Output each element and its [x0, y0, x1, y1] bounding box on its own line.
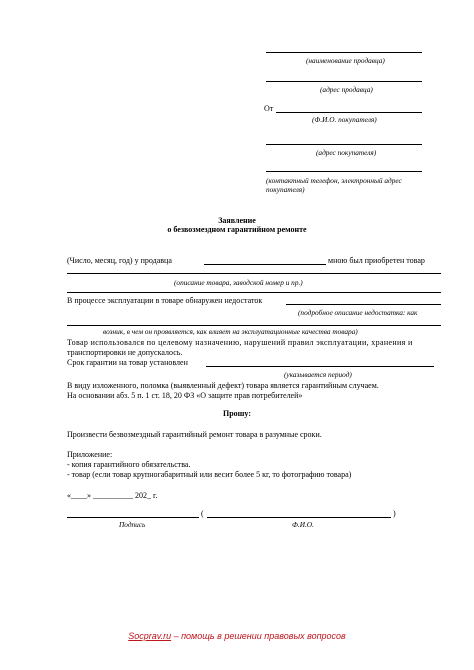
- buyer-address-line: [266, 144, 422, 145]
- buyer-name-caption: (Ф.И.О. покупателя): [312, 115, 377, 124]
- seller-address-caption: (адрес продавца): [320, 85, 373, 94]
- paren-close: ): [393, 509, 396, 518]
- warranty-caption: (указывается период): [284, 370, 352, 379]
- attachment-item-1: - копия гарантийного обязательства.: [67, 460, 191, 469]
- date-text: (Число, месяц, год) у продавца: [67, 256, 172, 265]
- contact-line: [266, 171, 422, 172]
- request-heading: Прошу:: [223, 409, 251, 418]
- defect-caption-2: возник, в чем он проявляется, как влияет на эксплуатационные качества товара): [103, 327, 358, 336]
- goods-line-2: [67, 292, 441, 293]
- goods-caption: (описание товара, заводской номер и пр.): [174, 278, 303, 287]
- basis-text: На основании абз. 5 п. 1 ст. 18, 20 ФЗ «О защите прав потребителей»: [67, 391, 303, 400]
- footer: [0, 631, 474, 641]
- warranty-text: Срок гарантии на товар установлен: [67, 358, 188, 367]
- seller-address-line: [266, 81, 422, 82]
- defect-caption: (подробное описание недостатка: как: [298, 308, 418, 317]
- usage-line-1: Товар использовался по целевому назначению, нарушений правил эксплуатации, хранения и: [67, 338, 413, 347]
- bought-text: мною был приобретен товар: [328, 256, 425, 265]
- attachment-item-2: - товар (если товар крупногабаритный или весит более 5 кг, то фотографию товара): [67, 470, 352, 479]
- seller-name-caption: (наименование продавца): [306, 56, 385, 65]
- conclusion-text: В виду изложенного, поломка (выявленный дефект) товара является гарантийным случаем.: [67, 381, 379, 390]
- date-line: «____» __________ 202_ г.: [67, 491, 158, 500]
- signature-line: [67, 517, 199, 518]
- name-line: [207, 517, 391, 518]
- warranty-line: [206, 366, 434, 367]
- attachments-heading: Приложение:: [67, 450, 113, 459]
- paren-open: (: [201, 509, 204, 518]
- contact-caption-line1: (контактный телефон, электронный адрес: [266, 176, 402, 185]
- goods-line: [67, 273, 441, 274]
- document-subtitle: о безвозмездном гарантийном ремонте: [167, 225, 307, 234]
- defect-text: В процессе эксплуатации в товаре обнаружен недостаток: [67, 296, 263, 305]
- seller-name-line: [266, 52, 422, 53]
- from-label: От: [264, 104, 274, 113]
- name-caption: Ф.И.О.: [292, 520, 314, 529]
- seller-fill-line: [204, 264, 326, 265]
- defect-line-2: [67, 325, 441, 326]
- footer-tagline: – помощь в решении правовых вопросов: [171, 631, 346, 641]
- defect-line: [286, 304, 441, 305]
- signature-caption: Подпись: [119, 520, 146, 529]
- request-text: Произвести безвозмездный гарантийный ремонт товара в разумные сроки.: [67, 430, 322, 439]
- buyer-address-caption: (адрес покупателя): [316, 148, 377, 157]
- footer-site-link[interactable]: Socprav.ru: [128, 631, 172, 641]
- usage-line-2: транспортировки не допускалось.: [67, 348, 183, 357]
- buyer-name-line: [276, 112, 422, 113]
- document-title: Заявление: [218, 216, 256, 225]
- contact-caption-line2: покупателя): [266, 185, 305, 194]
